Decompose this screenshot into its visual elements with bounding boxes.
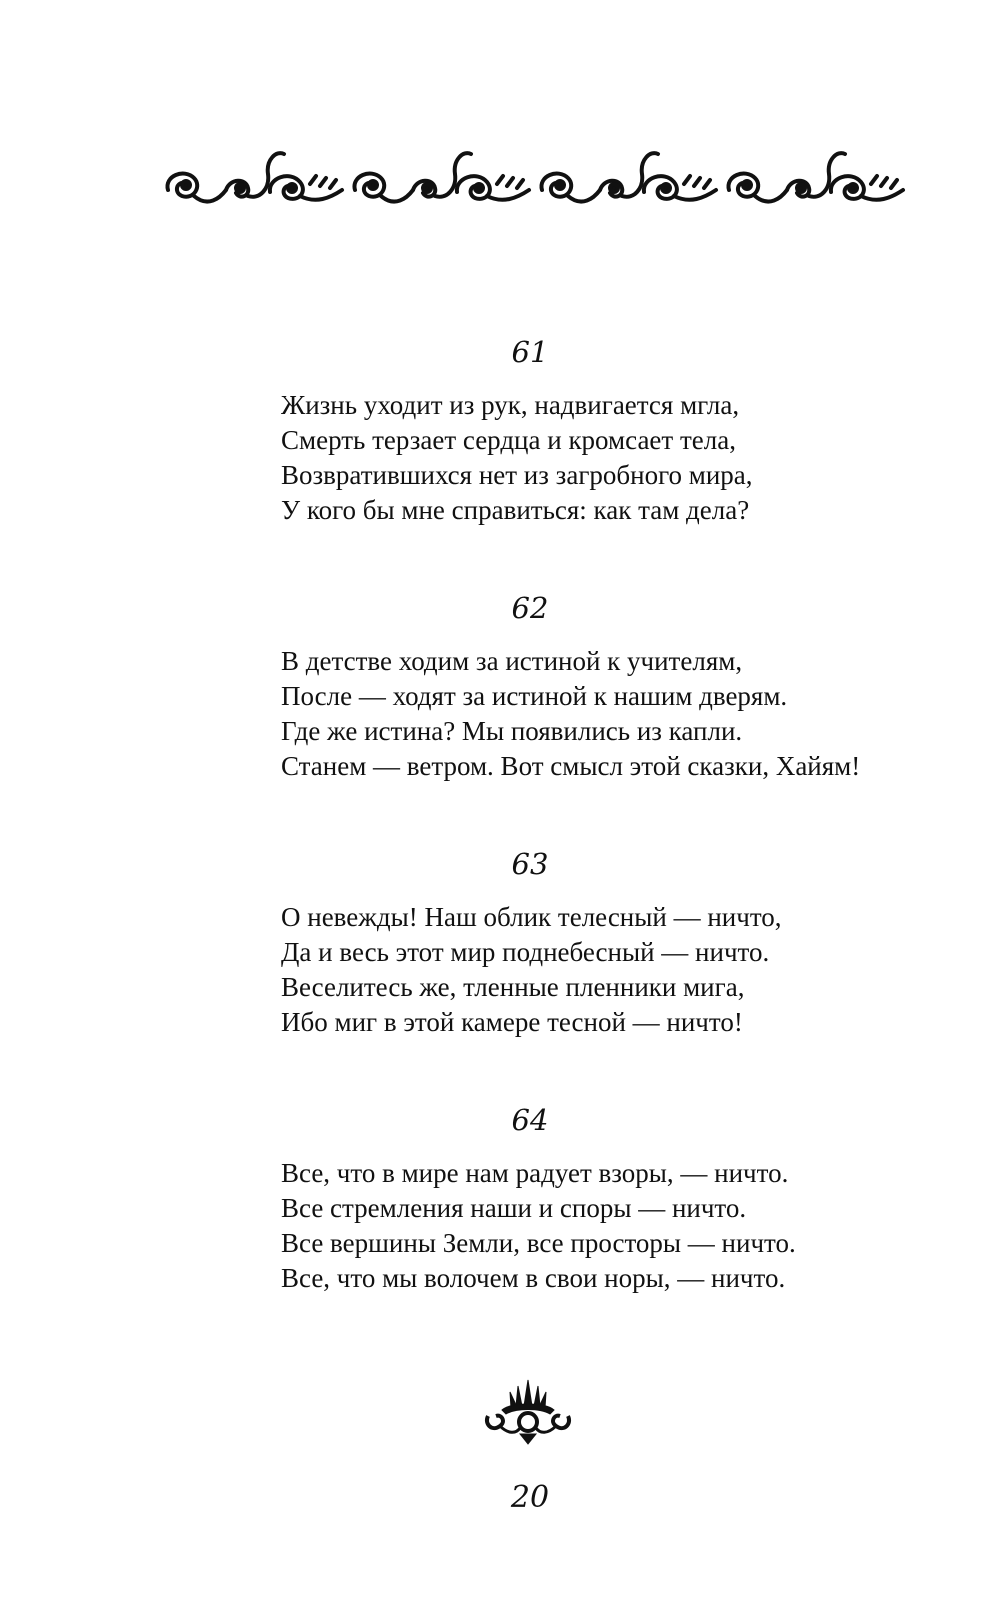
poem-number: 61 — [511, 335, 549, 369]
border-scroll-segment — [310, 176, 336, 188]
poem-line: О невежды! Наш облик телесный — ничто, — [281, 902, 782, 932]
poem-line: Смерть терзает сердца и кромсает тела, — [281, 425, 736, 455]
poem-line: Где же истина? Мы появились из капли. — [281, 716, 743, 746]
poem-line: Жизнь уходит из рук, надвигается мгла, — [281, 390, 740, 420]
border-scroll-segment — [871, 176, 897, 188]
border-scroll-segment — [300, 190, 342, 200]
border-scroll-segment — [194, 190, 226, 202]
poem-line: Станем — ветром. Вот смысл этой сказки, Хайям! — [281, 751, 861, 781]
border-leaf-dot — [662, 184, 670, 192]
palmette-ornament-icon — [480, 1376, 576, 1446]
border-scroll-segment — [809, 153, 845, 197]
poem-list — [281, 330, 921, 1354]
border-leaf-dot — [743, 181, 751, 189]
poem-line: В детстве ходим за истиной к учителям, — [281, 646, 743, 676]
border-scroll-segment — [755, 190, 787, 202]
poem-line: Веселитесь же, тленные пленники мига, — [281, 972, 745, 1002]
poem-line: Ибо миг в этой камере тесной — ничто! — [281, 1007, 743, 1037]
border-scroll-segment — [861, 190, 903, 200]
border-leaf-dot — [475, 184, 483, 192]
border-scroll-segment — [248, 153, 284, 197]
border-scroll-segment — [568, 190, 600, 202]
border-leaf-dot — [610, 184, 618, 192]
border-scroll-segment — [497, 176, 523, 188]
poem-number: 64 — [511, 1103, 549, 1137]
page-number: 20 — [510, 1480, 550, 1515]
border-leaf-dot — [369, 181, 377, 189]
border-scroll-segment — [674, 190, 716, 200]
border-scroll-segment — [435, 153, 471, 197]
poem-line: Да и весь этот мир поднебесный — ничто. — [281, 937, 770, 967]
border-leaf-dot — [556, 181, 564, 189]
border-leaf-dot — [288, 184, 296, 192]
border-leaf-dot — [182, 181, 190, 189]
poem-number: 63 — [511, 847, 549, 881]
poem-number: 62 — [511, 591, 549, 625]
border-scroll-segment — [684, 176, 710, 188]
border-leaf-dot — [423, 184, 431, 192]
poem-line: Все вершины Земли, все просторы — ничто. — [281, 1228, 796, 1258]
poem-line: Все, что мы волочем в свои норы, — ничто. — [281, 1263, 786, 1293]
border-scroll-segment — [487, 190, 529, 200]
poem-line: Все стремления наши и споры — ничто. — [281, 1193, 747, 1223]
scroll-vine-border-icon — [160, 138, 908, 218]
poem-64 — [281, 1098, 921, 1296]
poem-line: Все, что в мире нам радует взоры, — ничто. — [281, 1158, 789, 1188]
border-scroll-segment — [622, 153, 658, 197]
poem-62 — [281, 586, 921, 784]
poem-61 — [281, 330, 921, 528]
poem-line: После — ходят за истиной к нашим дверям. — [281, 681, 788, 711]
poem-63 — [281, 842, 921, 1040]
poem-line: У кого бы мне справиться: как там дела? — [281, 495, 750, 525]
border-leaf-dot — [797, 184, 805, 192]
border-leaf-dot — [236, 184, 244, 192]
border-leaf-dot — [849, 184, 857, 192]
border-scroll-segment — [381, 190, 413, 202]
poem-line: Возвратившихся нет из загробного мира, — [281, 460, 753, 490]
